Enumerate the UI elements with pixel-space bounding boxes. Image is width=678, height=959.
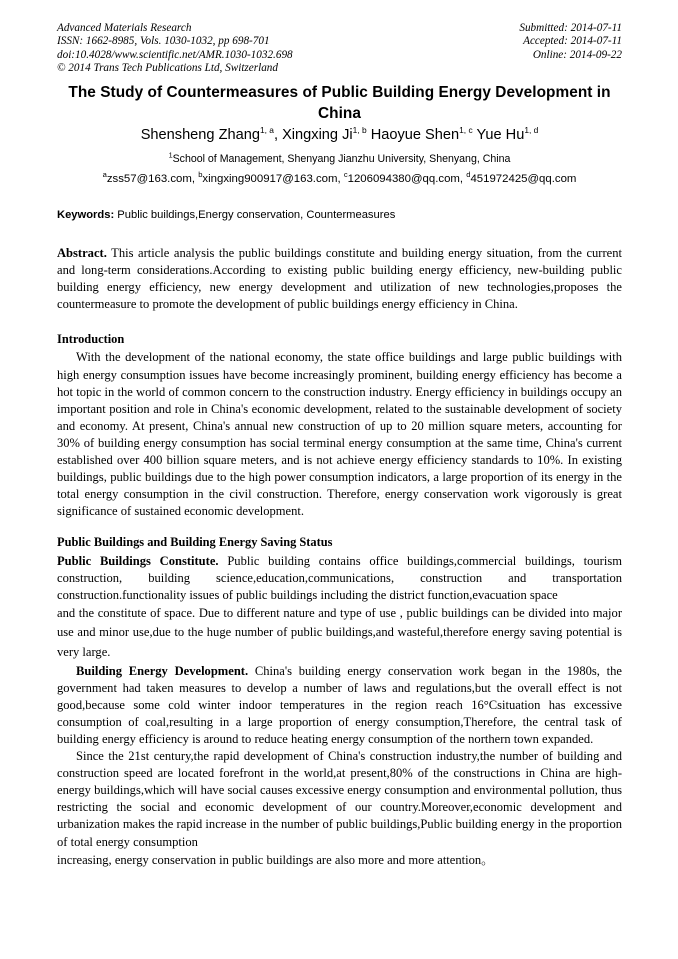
email-entry xyxy=(102,170,199,185)
submission-dates xyxy=(519,22,622,62)
email-entry xyxy=(466,170,577,185)
closing-paragraph-part1: Since the 21st century,the rapid development of China's construction industry,the number of building and construction speed are located forefront in the world,at present,80% of the constructions in China are high-energy buildings,which will have social causes excessive energy consumption and environmental pollution, thus restricting the social and economic development of our country.Moreover,economic development and urbanization makes the rapid increase in the number of public buildings,Public building energy in the proportion of total energy consumption xyxy=(57,749,622,849)
section-heading-public-buildings-status: Public Buildings and Building Energy Saving Status xyxy=(57,535,333,550)
closing-paragraph-part2: increasing, energy conservation in public buildings are also more and more attention。 xyxy=(57,852,494,867)
journal-header xyxy=(57,22,622,76)
author-affiliation-marker: 1, a xyxy=(259,125,274,136)
subsection-building-energy-development xyxy=(57,663,622,748)
email-address: zss57@163.com xyxy=(106,173,192,185)
subsection-text-energy-development: China's building energy conservation work began in the 1980s, the government had taken measures to develop a number of laws and regulations,but the overall effect is not good,because some cold winter indoor temperatures in the region reach 16°Csituation has excessive consumption of coal,resulting in a large proportion of energy consumption,Therefore, the central task of building energy efficiency is around to reduce heating energy consumption of the northern town expanded. xyxy=(57,663,622,746)
author-entry xyxy=(371,127,477,143)
email-marker: d xyxy=(466,170,471,180)
journal-doi: doi:10.4028/www.scientific.net/AMR.1030-1032.698 xyxy=(57,48,293,61)
author-name: Shensheng Zhang xyxy=(140,127,260,143)
abstract-paragraph xyxy=(57,245,622,313)
author-entry xyxy=(282,127,371,143)
keywords-line xyxy=(57,208,622,223)
author-name: Haoyue Shen xyxy=(370,127,460,143)
email-address: 1206094380@qq.com xyxy=(347,173,460,185)
author-entry xyxy=(476,127,538,143)
author-list xyxy=(57,126,622,145)
email-separator: , xyxy=(337,173,344,185)
journal-issn-volume: ISSN: 1662-8985, Vols. 1030-1032, pp 698-701 xyxy=(57,35,270,48)
affiliation xyxy=(57,152,622,166)
affiliation-marker: 1 xyxy=(168,150,173,160)
email-marker: a xyxy=(102,170,107,180)
date-accepted: Accepted: 2014-07-11 xyxy=(523,35,622,48)
abstract-label: Abstract. xyxy=(57,246,107,260)
journal-name: Advanced Materials Research xyxy=(57,22,192,34)
email-entry xyxy=(198,170,344,185)
author-entry xyxy=(141,127,282,143)
subsection-public-buildings-constitute-part1 xyxy=(57,553,622,604)
email-marker: c xyxy=(343,170,348,180)
subsection-text-constitute-a: Public building contains office buildings,commercial buildings, tourism construction, building science,education,communications, construction and transportation construction.functionality issues of public buildings including the district function,evacuation space xyxy=(57,553,622,602)
email-marker: b xyxy=(198,170,203,180)
subsection-public-buildings-constitute-part2: and the constitute of space. Due to different nature and type of use , public buildings can be divided into major use and minor use,due to the huge number of public buildings,and wasteful,therefore energy saving potential is very large. xyxy=(57,605,622,659)
author-affiliation-marker: 1, d xyxy=(524,125,539,136)
email-separator: , xyxy=(191,173,199,185)
abstract-text: This article analysis the public buildings constitute and building energy situation, from the current and long-term considerations.According to existing public building energy efficiency, new-building public building energy efficiency, new energy development and utilization of new technologies,proposes the countermeasure to promote the development of public buildings energy efficiency in China. xyxy=(57,246,622,312)
introduction-paragraph: With the development of the national economy, the state office buildings and large public buildings with high energy consumption issues have become increasingly prominent, building energy efficiency has become a hot topic in the world of common concern to the construction industry. Energy efficiency in buildings occupy an important position and role in China's economic development, related to the sustainable development of society and economy. At present, China's annual new construction of up to 20 million square meters, accounting for 30% of building energy consumption has social terminal energy consumption at the same time, China's current established over 400 billion square meters, and is not achieve energy efficiency standards to 10%. In existing buildings, public buildings due to the high power consumption indicators, a large proportion of its energy in the total energy consumption in the civil construction. Therefore, energy conservation work vigorously is great significance of sustained economic development. xyxy=(57,350,622,519)
subsection-lead-energy-development: Building Energy Development. xyxy=(76,663,249,678)
subsection-lead-constitute: Public Buildings Constitute. xyxy=(57,553,219,568)
date-submitted: Submitted: 2014-07-11 xyxy=(519,22,622,34)
affiliation-text: School of Management, Shenyang Jianzhu University, Shenyang, China xyxy=(172,153,511,165)
paper-body xyxy=(57,245,622,870)
email-address: xingxing900917@163.com xyxy=(202,173,338,185)
author-separator: , xyxy=(273,127,283,143)
email-address: 451972425@qq.com xyxy=(470,173,577,185)
date-online: Online: 2014-09-22 xyxy=(532,48,622,61)
journal-header-row xyxy=(57,22,622,76)
section-heading-introduction: Introduction xyxy=(57,332,125,347)
author-name: Xingxing Ji xyxy=(282,127,353,143)
journal-copyright: © 2014 Trans Tech Publications Ltd, Switzerland xyxy=(57,62,278,75)
keywords-label: Keywords: xyxy=(57,209,115,221)
author-emails xyxy=(57,172,622,187)
paper-title: The Study of Countermeasures of Public Building Energy Development in China xyxy=(68,84,611,122)
keywords-value: Public buildings,Energy conservation, Countermeasures xyxy=(114,209,396,221)
email-separator: , xyxy=(459,173,467,185)
author-affiliation-marker: 1, b xyxy=(352,125,367,136)
email-entry xyxy=(343,170,467,185)
author-name: Yue Hu xyxy=(476,127,525,143)
author-affiliation-marker: 1, c xyxy=(459,125,473,136)
journal-metadata xyxy=(57,22,293,76)
